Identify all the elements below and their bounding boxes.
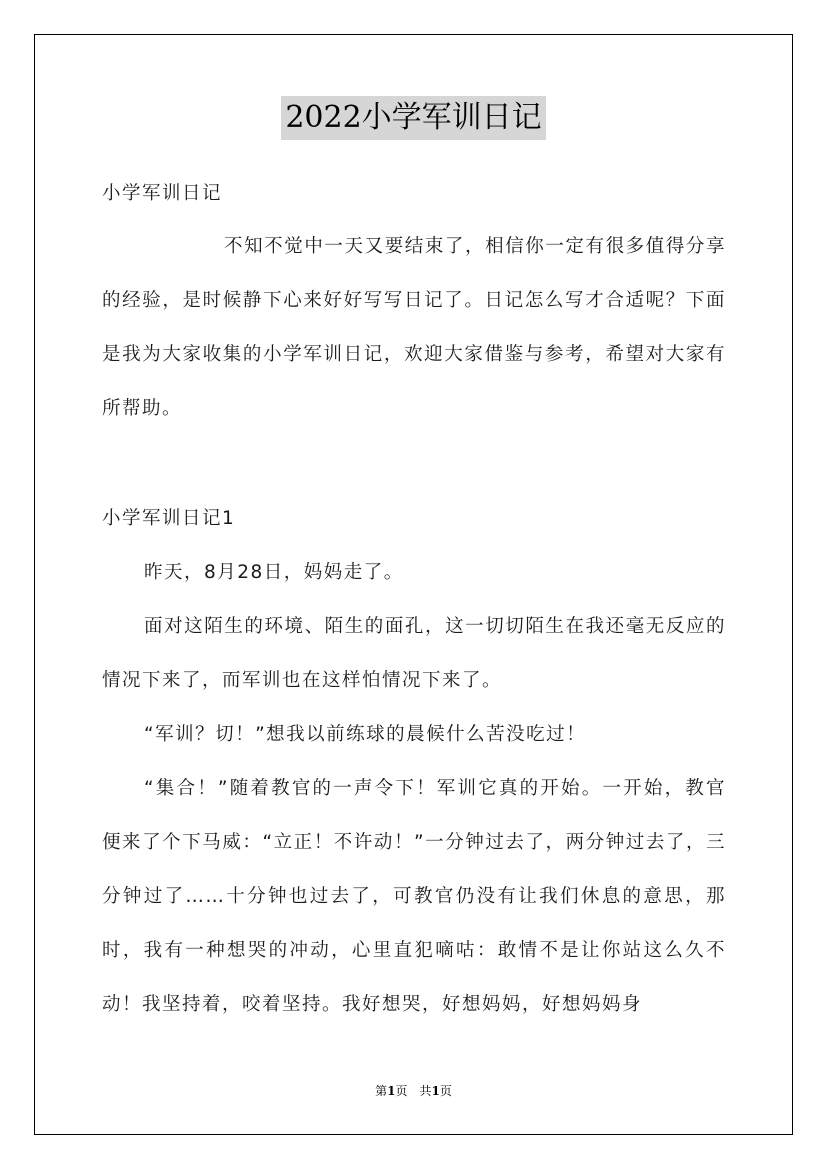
footer-page-number: 1 [387,1084,396,1098]
subtitle: 小学军训日记 [102,183,223,204]
section-heading: 小学军训日记1 [102,508,236,529]
footer-page-suffix: 页 [439,1084,452,1098]
footer-page-prefix: 第 [375,1084,388,1098]
intro-paragraph: 不知不觉中一天又要结束了，相信你一定有很多值得分享的经验，是时候静下心来好好写写日记了。日记怎么写才合适呢？下面是我为大家收集的小学军训日记，欢迎大家借鉴与参考，希望对大家有所帮助。 [102,236,726,419]
title-container [0,96,827,140]
footer-page-mid: 页 共 [395,1084,432,1098]
footer-page-total: 1 [431,1084,440,1098]
body-paragraph-4: “集合！”随着教官的一声令下！军训它真的开始。一开始，教官便来了个下马威：“立正！不许动！”一分钟过去了，两分钟过去了，三分钟过了……十分钟也过去了，可教官仍没有让我们休息的意思，那时，我有一种想哭的冲动，心里直犯嘀咕：敢情不是让你站这么久不动！我坚持着，咬着坚持。我好想哭，好想妈妈，好想妈妈身 [102,778,726,1015]
body-paragraph-1: 昨天，8月28日，妈妈走了。 [144,562,404,583]
document-title: 2022小学军训日记 [281,96,545,140]
body-paragraph-3: “军训？切！”想我以前练球的晨候什么苦没吃过！ [144,724,587,745]
page-footer [0,1082,827,1099]
body-paragraph-2: 面对这陌生的环境、陌生的面孔，这一切切陌生在我还毫无反应的情况下来了，而军训也在这样怕情况下来了。 [102,616,726,691]
